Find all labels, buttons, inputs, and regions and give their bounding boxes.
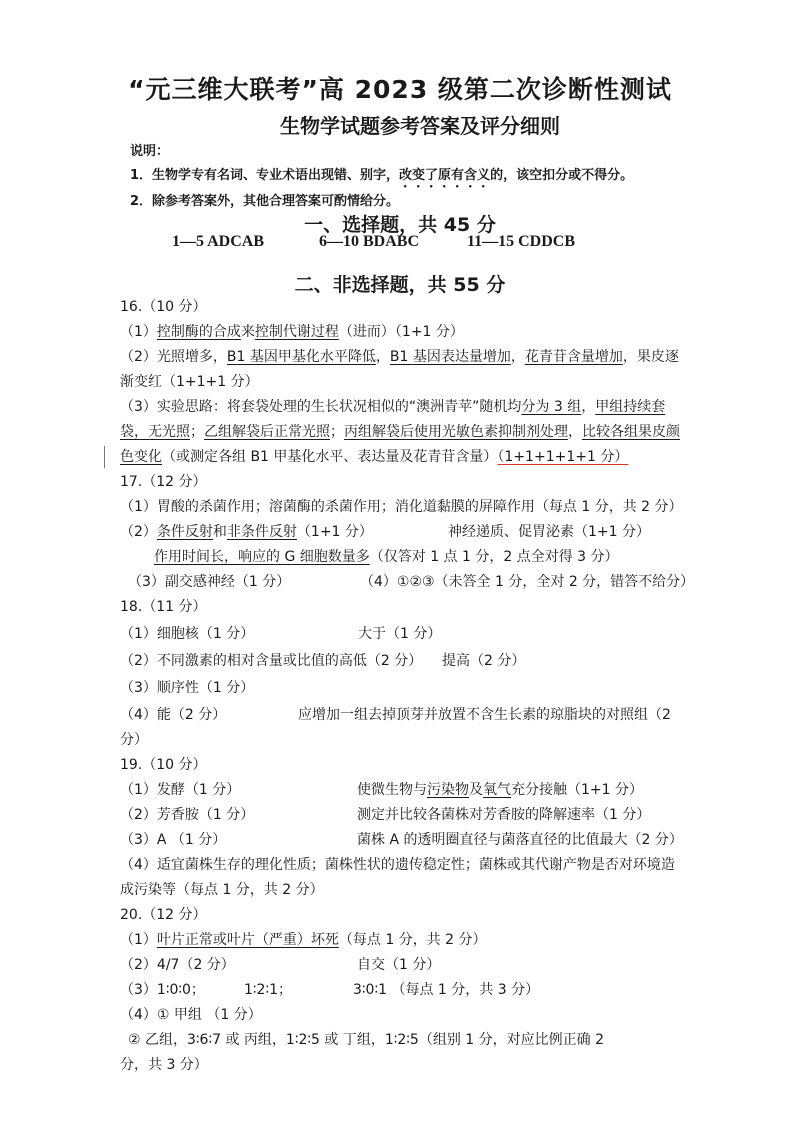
q19-line-1-left: （1）发酵（1 分） [120, 782, 241, 798]
margin-mark [104, 446, 105, 468]
q17-header: 17.（12 分） [120, 474, 207, 490]
q18-line-1-right: 大于（1 分） [358, 626, 442, 642]
q17-line-3 [154, 548, 619, 566]
q17-l2-b: 条件反射 [156, 524, 213, 540]
q17-l2-e: （1+1 分） [296, 524, 373, 540]
note-1 [130, 164, 633, 191]
q16-l1-d: 控制代谢过程 [254, 324, 339, 340]
q17-l3-b: ，响应的 G 细胞数量多 [224, 549, 370, 565]
q20-line-6: 分，共 3 分） [120, 1057, 208, 1073]
part2-heading: 二、非选择题，共 55 分 [294, 274, 506, 296]
q17-l2-c: 和 [212, 524, 227, 540]
q19-line-2-left: （2）芳香胺（1 分） [120, 807, 255, 823]
q16-l6-red-score: （1+1+1+1+1 分） [497, 449, 629, 465]
q19-header: 19.（10 分） [120, 757, 207, 773]
q18-line-2-left: （2）不同激素的相对含量或比值的高低（2 分） [120, 653, 423, 669]
q20-l1-a: （1） [120, 932, 157, 948]
q20-line-2-right: 自交（1 分） [357, 957, 441, 973]
q19-line-5: 成污染等（每点 1 分，共 2 分） [120, 882, 324, 898]
mc-answers-1-5: 1—5 ADCAB [172, 233, 265, 250]
q16-header: 16.（10 分） [120, 299, 207, 315]
q18-line-1-left: （1）细胞核（1 分） [120, 626, 255, 642]
q19-l1-f: 充分接触（1+1 分） [511, 782, 643, 798]
q16-line-3: 渐变红（1+1+1 分） [120, 374, 259, 390]
q16-line-6 [120, 448, 628, 466]
q16-l2-c: ， [375, 349, 390, 365]
q16-l6-a: 色变化 [120, 449, 162, 465]
q16-l4-c: ， [581, 399, 596, 415]
note-1-part-a: 1．生物学专有名词、专业术语出现错、别字， [130, 168, 400, 183]
q16-l4-b: 分为 3 组 [521, 399, 582, 415]
q16-l2-b: B1 基因甲基化水平降低 [226, 349, 376, 365]
mc-answers-6-10: 6—10 BDABC [319, 233, 420, 250]
note-1-emphasis: 改变了原有含义 [399, 168, 491, 183]
q16-l5-b: ； [190, 424, 204, 440]
q16-l5-e: 丙组解袋后使用光敏色素抑制剂处理 [344, 424, 568, 440]
q20-line-2-left: （2）4/7（2 分） [120, 957, 235, 973]
note-1-part-c: 的，该空扣分或不得分。 [490, 168, 634, 183]
q18-line-2-right: 提高（2 分） [442, 653, 526, 669]
q17-line-4-left: （3）副交感神经（1 分） [128, 574, 291, 590]
q18-line-3: （3）顺序性（1 分） [120, 680, 255, 696]
document-title: “元三维大联考”高 2023 级第二次诊断性测试 [128, 75, 672, 104]
q17-line-1: （1）胃酸的杀菌作用；溶菌酶的杀菌作用；消化道黏膜的屏障作用（每点 1 分，共 2 分） [120, 499, 683, 515]
q16-line-4 [120, 398, 665, 416]
q20-header: 20.（12 分） [120, 907, 207, 923]
document-subtitle: 生物学试题参考答案及评分细则 [280, 114, 560, 138]
q19-line-4: （4）适宜菌株生存的理化性质；菌株性状的遗传稳定性；菌株或其代谢产物是否对环境造 [120, 857, 675, 873]
q20-line-3-b: 1∶2∶1； [244, 982, 293, 998]
q16-l6-b: （或测定各组 B1 甲基化水平、表达量及花青苷含量） [162, 449, 498, 465]
q16-l5-a: 袋，无光照 [120, 424, 190, 440]
q16-l5-d: ； [330, 424, 344, 440]
q16-l1-e: （进而）（1+1 分） [338, 324, 464, 340]
q16-l4-a: （3）实验思路：将套袋处理的生长状况相似的“澳洲青苹”随机均 [120, 399, 522, 415]
q16-l5-c: 乙组解袋后正常光照 [204, 424, 330, 440]
q20-line-1 [120, 931, 487, 949]
q19-l1-c: 污染物 [427, 782, 469, 798]
q19-line-3-left: （3）A （1 分） [120, 832, 227, 848]
q20-l1-c: （每点 1 分，共 2 分） [338, 932, 487, 948]
q17-line-2 [120, 523, 373, 541]
q17-l3-a: 作用时间长 [154, 549, 224, 565]
q16-l1-c: 来 [240, 324, 255, 340]
q16-l5-f: ， [568, 424, 582, 440]
q17-l3-c: （仅答对 1 点 1 分，2 点全对得 3 分） [369, 549, 619, 565]
q16-l1-b: 控制酶的合成 [156, 324, 241, 340]
q16-l5-g: 比较各组果皮颜 [582, 424, 680, 440]
q20-line-4: （4）① 甲组 （1 分） [120, 1007, 262, 1023]
q16-l2-e: ， [510, 349, 525, 365]
q20-line-5: ② 乙组，3∶6∶7 或 丙组，1∶2∶5 或 丁组，1∶2∶5（组别 1 分，对应比例正确 2 [128, 1032, 604, 1048]
q17-line-4-right: （4）①②③（未答全 1 分，全对 2 分，错答不给分） [360, 574, 695, 590]
q16-l2-f: 花青苷含量增加 [524, 349, 623, 365]
q19-line-1-right [357, 781, 643, 799]
q19-l1-b: 使微生物与 [357, 782, 427, 798]
q16-line-5 [120, 423, 680, 441]
notes-label: 说明： [130, 144, 170, 159]
q16-l2-d: B1 基因表达量增加 [389, 349, 511, 365]
mc-answers-11-15: 11—15 CDDCB [467, 233, 576, 250]
q17-l2-d: 非条件反射 [226, 524, 297, 540]
q16-l1-a: （1） [120, 324, 157, 340]
q20-line-3-c: 3∶0∶1 （每点 1 分，共 3 分） [353, 982, 540, 998]
q17-line-2-right: 神经递质、促胃泌素（1+1 分） [448, 524, 650, 540]
q17-l2-a: （2） [120, 524, 157, 540]
q19-l1-d: 及 [469, 782, 483, 798]
q16-l2-a: （2）光照增多， [120, 349, 227, 365]
q18-line-4-left: （4）能（2 分） [120, 707, 227, 723]
q16-l2-g: ，果皮逐 [622, 349, 679, 365]
q20-line-3-a: （3）1∶0∶0； [120, 982, 205, 998]
q20-l1-b: 叶片正常或叶片（严重）坏死 [156, 932, 339, 948]
q19-line-2-right: 测定并比较各菌株对芳香胺的降解速率（1 分） [357, 807, 651, 823]
note-2: 2．除参考答案外，其他合理答案可酌情给分。 [130, 194, 400, 209]
q19-l1-e: 氧气 [483, 782, 511, 798]
q18-header: 18.（11 分） [120, 599, 207, 615]
q16-l4-d: 甲组持续套 [595, 399, 666, 415]
q18-line-4-right: 应增加一组去掉顶芽并放置不含生长素的琼脂块的对照组（2 [298, 707, 671, 723]
q16-line-1 [120, 323, 464, 341]
q18-line-5: 分） [120, 732, 148, 748]
q19-line-3-right: 菌株 A 的透明圈直径与菌落直径的比值最大（2 分） [357, 832, 683, 848]
q16-line-2 [120, 348, 679, 366]
part1-heading: 一、选择题，共 45 分 [304, 214, 496, 236]
